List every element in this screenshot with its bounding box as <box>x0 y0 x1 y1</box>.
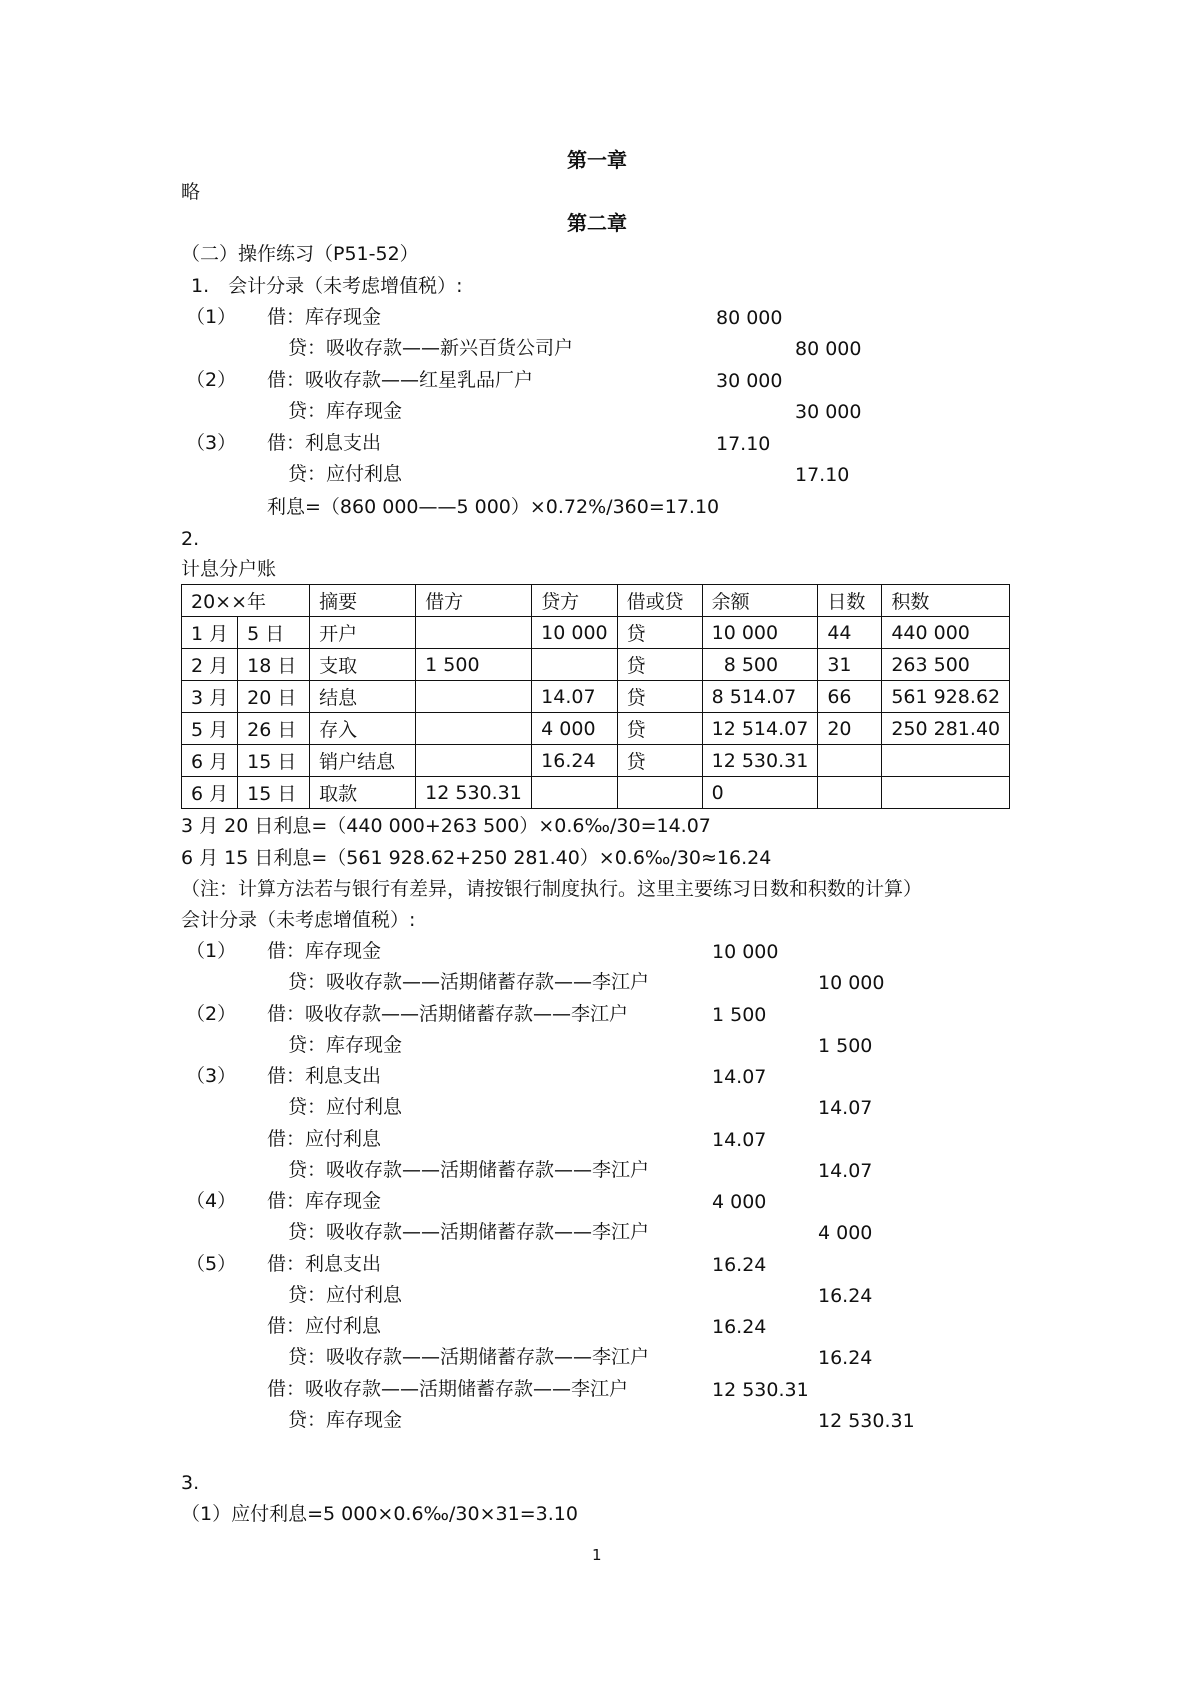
entry-number: （3） <box>186 432 237 454</box>
chapter1-title: 第一章 <box>567 148 627 172</box>
product-cell <box>882 777 1010 809</box>
day-cell: 15 日 <box>238 745 310 777</box>
month-cell: 2 月 <box>182 649 238 681</box>
account-text: 借：利息支出 <box>267 1065 382 1087</box>
dc-cell: 贷 <box>617 745 702 777</box>
day-cell: 20 日 <box>238 681 310 713</box>
balance-cell: 12 530.31 <box>702 745 818 777</box>
debit-cell <box>416 745 532 777</box>
debit-amount: 10 000 <box>712 941 779 963</box>
account-text: 贷：应付利息 <box>288 1284 403 1306</box>
interest-calc-2: 6 月 15 日利息=（561 928.62+250 281.40）×0.6‰/30≈16.24 <box>181 847 772 869</box>
account-text: 借：库存现金 <box>267 940 382 962</box>
debit-cell <box>416 713 532 745</box>
summary-cell: 销户结息 <box>310 745 416 777</box>
product-cell <box>882 745 1010 777</box>
days-cell: 20 <box>818 713 882 745</box>
account-text: 借：利息支出 <box>267 1253 382 1275</box>
entry-number: （1） <box>186 306 237 328</box>
debit-amount: 14.07 <box>712 1129 767 1151</box>
interest-ledger-table <box>181 584 1010 809</box>
credit-amount: 10 000 <box>818 972 885 994</box>
account-text: 贷：库存现金 <box>288 1409 403 1431</box>
days-cell: 44 <box>818 617 882 649</box>
balance-cell: 0 <box>702 777 818 809</box>
account-text: 借：应付利息 <box>267 1128 382 1150</box>
credit-account: 贷：库存现金 <box>288 400 403 422</box>
header-cell: 借方 <box>416 585 532 617</box>
debit-account: 借：利息支出 <box>267 432 382 454</box>
credit-amount: 14.07 <box>818 1097 873 1119</box>
table-row <box>182 713 1010 745</box>
account-text: 借：库存现金 <box>267 1190 382 1212</box>
debit-amount: 30 000 <box>716 370 783 392</box>
product-cell: 250 281.40 <box>882 713 1010 745</box>
account-text: 贷：吸收存款——活期储蓄存款——李江户 <box>288 1159 650 1181</box>
header-cell: 日数 <box>818 585 882 617</box>
product-cell: 561 928.62 <box>882 681 1010 713</box>
credit-cell: 4 000 <box>532 713 617 745</box>
entry-number: （4） <box>186 1190 237 1212</box>
dc-cell: 贷 <box>617 649 702 681</box>
credit-amount: 12 530.31 <box>818 1410 915 1432</box>
summary-cell: 结息 <box>310 681 416 713</box>
account-text: 贷：应付利息 <box>288 1096 403 1118</box>
credit-cell: 10 000 <box>532 617 617 649</box>
account-text: 贷：吸收存款——活期储蓄存款——李江户 <box>288 971 650 993</box>
credit-amount: 16.24 <box>818 1347 873 1369</box>
month-cell: 1 月 <box>182 617 238 649</box>
page-number: 1 <box>592 1546 602 1564</box>
header-cell: 余额 <box>702 585 818 617</box>
header-cell: 积数 <box>882 585 1010 617</box>
debit-amount: 80 000 <box>716 307 783 329</box>
table-row <box>182 649 1010 681</box>
debit-amount: 4 000 <box>712 1191 767 1213</box>
entries-title: 会计分录（未考虑增值税）: <box>181 909 416 931</box>
debit-amount: 12 530.31 <box>712 1379 809 1401</box>
summary-cell: 支取 <box>310 649 416 681</box>
q2-number: 2. <box>181 528 200 550</box>
day-cell: 18 日 <box>238 649 310 681</box>
account-text: 借：吸收存款——活期储蓄存款——李江户 <box>267 1003 629 1025</box>
header-cell: 20××年 <box>182 585 310 617</box>
month-cell: 5 月 <box>182 713 238 745</box>
balance-cell: 12 514.07 <box>702 713 818 745</box>
credit-cell: 14.07 <box>532 681 617 713</box>
entry-number: （3） <box>186 1065 237 1087</box>
table-row <box>182 777 1010 809</box>
day-cell: 5 日 <box>238 617 310 649</box>
table-row <box>182 745 1010 777</box>
entry-number: （2） <box>186 369 237 391</box>
entry-number: （2） <box>186 1003 237 1025</box>
summary-cell: 开户 <box>310 617 416 649</box>
q3-number: 3. <box>181 1472 200 1494</box>
account-text: 借：应付利息 <box>267 1315 382 1337</box>
dc-cell <box>617 777 702 809</box>
credit-cell <box>532 777 617 809</box>
q1-title: 1. 会计分录（未考虑增值税）: <box>191 275 463 297</box>
debit-cell: 1 500 <box>416 649 532 681</box>
balance-cell: 10 000 <box>702 617 818 649</box>
header-cell: 摘要 <box>310 585 416 617</box>
credit-cell: 16.24 <box>532 745 617 777</box>
debit-amount: 17.10 <box>716 433 771 455</box>
header-cell: 借或贷 <box>617 585 702 617</box>
debit-cell <box>416 617 532 649</box>
entry-number: （1） <box>186 940 237 962</box>
summary-cell: 取款 <box>310 777 416 809</box>
credit-amount: 30 000 <box>795 401 862 423</box>
days-cell <box>818 777 882 809</box>
account-text: 贷：吸收存款——活期储蓄存款——李江户 <box>288 1221 650 1243</box>
ledger-title: 计息分户账 <box>181 558 277 580</box>
section-heading: （二）操作练习（P51-52） <box>181 243 419 265</box>
credit-amount: 4 000 <box>818 1222 873 1244</box>
summary-cell: 存入 <box>310 713 416 745</box>
dc-cell: 贷 <box>617 713 702 745</box>
debit-amount: 16.24 <box>712 1316 767 1338</box>
debit-amount: 14.07 <box>712 1066 767 1088</box>
month-cell: 6 月 <box>182 745 238 777</box>
chapter2-title: 第二章 <box>567 211 627 235</box>
credit-amount: 1 500 <box>818 1035 873 1057</box>
debit-amount: 1 500 <box>712 1004 767 1026</box>
account-text: 借：吸收存款——活期储蓄存款——李江户 <box>267 1378 629 1400</box>
table-header-row <box>182 585 1010 617</box>
days-cell <box>818 745 882 777</box>
day-cell: 26 日 <box>238 713 310 745</box>
dc-cell: 贷 <box>617 617 702 649</box>
credit-amount: 14.07 <box>818 1160 873 1182</box>
interest-formula: 利息=（860 000——5 000）×0.72%/360=17.10 <box>267 496 720 518</box>
entry-number: （5） <box>186 1253 237 1275</box>
q3-line-1: （1）应付利息=5 000×0.6‰/30×31=3.10 <box>181 1503 578 1525</box>
credit-amount: 16.24 <box>818 1285 873 1307</box>
month-cell: 3 月 <box>182 681 238 713</box>
days-cell: 66 <box>818 681 882 713</box>
product-cell: 263 500 <box>882 649 1010 681</box>
month-cell: 6 月 <box>182 777 238 809</box>
calc-note: （注：计算方法若与银行有差异，请按银行制度执行。这里主要练习日数和积数的计算） <box>181 878 923 900</box>
table-row <box>182 617 1010 649</box>
debit-account: 借：库存现金 <box>267 306 382 328</box>
days-cell: 31 <box>818 649 882 681</box>
interest-calc-1: 3 月 20 日利息=（440 000+263 500）×0.6‰/30=14.07 <box>181 815 711 837</box>
debit-cell <box>416 681 532 713</box>
credit-account: 贷：应付利息 <box>288 463 403 485</box>
table-row <box>182 681 1010 713</box>
debit-cell: 12 530.31 <box>416 777 532 809</box>
dc-cell: 贷 <box>617 681 702 713</box>
chapter1-body: 略 <box>181 181 201 203</box>
credit-cell <box>532 649 617 681</box>
header-cell: 贷方 <box>532 585 617 617</box>
credit-amount: 80 000 <box>795 338 862 360</box>
balance-cell: 8 514.07 <box>702 681 818 713</box>
debit-amount: 16.24 <box>712 1254 767 1276</box>
credit-account: 贷：吸收存款——新兴百货公司户 <box>288 337 574 359</box>
account-text: 贷：库存现金 <box>288 1034 403 1056</box>
balance-cell: 8 500 <box>702 649 818 681</box>
product-cell: 440 000 <box>882 617 1010 649</box>
credit-amount: 17.10 <box>795 464 850 486</box>
account-text: 贷：吸收存款——活期储蓄存款——李江户 <box>288 1346 650 1368</box>
day-cell: 15 日 <box>238 777 310 809</box>
debit-account: 借：吸收存款——红星乳品厂户 <box>267 369 534 391</box>
